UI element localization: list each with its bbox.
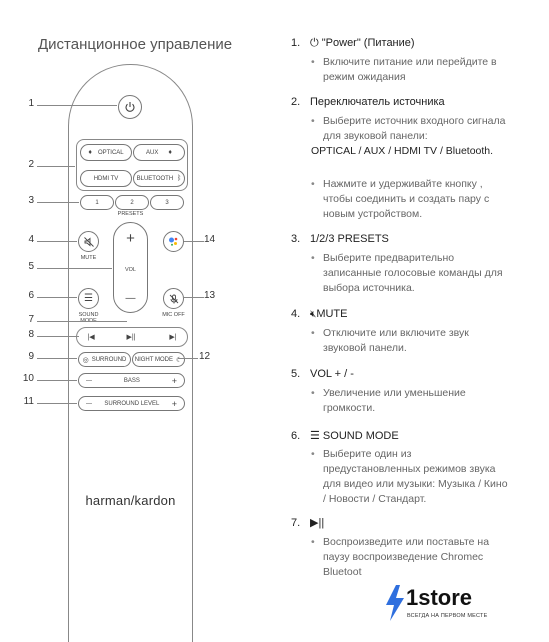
callout-2: 2 xyxy=(28,159,34,170)
section-2-bullet-1: • Выберите источник входного сигнала для звуковой панели: OPTICAL / AUX / HDMI TV / Bluetooth. xyxy=(311,114,511,159)
moon-icon: ☾ xyxy=(175,356,183,364)
section-4-title-text: MUTE xyxy=(316,308,348,320)
surround-button[interactable] xyxy=(78,352,131,367)
volume-rocker[interactable] xyxy=(113,222,148,313)
section-7-title xyxy=(291,516,324,529)
leader-line xyxy=(37,297,77,298)
power-icon: ⏻ xyxy=(310,37,322,49)
section-3-title-text: 1/2/3 PRESETS xyxy=(310,233,389,245)
leader-line xyxy=(37,321,127,322)
preset-3-label: 3 xyxy=(165,199,169,206)
section-5-bullet: • Увеличение или уменьшение громкости. xyxy=(311,386,511,416)
remote-control xyxy=(68,64,193,642)
surround-level-rocker[interactable] xyxy=(78,396,185,411)
mute-icon xyxy=(84,237,94,247)
night-mode-button[interactable] xyxy=(132,352,185,367)
leader-line xyxy=(37,380,77,381)
callout-5: 5 xyxy=(28,261,34,272)
mute-label: MUTE xyxy=(80,255,97,261)
section-6-number: 6. xyxy=(291,430,301,442)
section-2-title-text: Переключатель источника xyxy=(310,96,445,108)
section-4-title xyxy=(291,308,347,320)
vol-label: VOL xyxy=(124,266,136,273)
bluetooth-button[interactable] xyxy=(133,170,185,187)
leader-line xyxy=(184,297,204,298)
section-6-title-text: SOUND MODE xyxy=(322,430,399,442)
mic-small-icon: ♦ xyxy=(88,149,92,156)
hdmi-tv-button[interactable] xyxy=(80,170,132,187)
optical-button[interactable] xyxy=(80,144,132,161)
bass-rocker[interactable] xyxy=(78,373,185,388)
section-2-number: 2. xyxy=(291,96,301,108)
mute-icon: 🔇︎ xyxy=(310,309,317,320)
play-pause-icon: ▶|| xyxy=(310,517,325,529)
play-pause-button[interactable] xyxy=(121,330,141,344)
callout-7: 7 xyxy=(28,314,34,325)
bass-minus-label: — xyxy=(86,377,92,384)
mic-off-button[interactable] xyxy=(163,288,184,309)
callout-9: 9 xyxy=(28,351,34,362)
page-title: Дистанционное управление xyxy=(38,36,233,53)
previous-button[interactable] xyxy=(81,330,101,344)
surround-level-minus-label: — xyxy=(86,400,92,407)
section-7-bullet-tail: Bluetoot xyxy=(323,566,362,578)
store-logo xyxy=(384,583,494,633)
play-pause-icon: ▶|| xyxy=(126,334,136,341)
sound-mode-label: SOUND MODE xyxy=(78,312,99,324)
next-icon: ▶| xyxy=(169,334,177,341)
callout-12: 12 xyxy=(199,351,211,362)
leader-line xyxy=(37,268,112,269)
next-button[interactable] xyxy=(163,330,183,344)
callout-11: 11 xyxy=(23,396,34,407)
callout-6: 6 xyxy=(28,290,34,301)
leader-line xyxy=(37,202,79,203)
section-4-number: 4. xyxy=(291,308,301,320)
presets-label: PRESETS xyxy=(117,211,144,217)
surround-icon: ◎ xyxy=(82,356,89,364)
mute-button[interactable] xyxy=(78,231,99,252)
surround-level-plus-label: + xyxy=(171,398,177,409)
section-6-title xyxy=(291,429,399,442)
leader-line xyxy=(37,241,77,242)
callout-10: 10 xyxy=(22,373,34,384)
brand-logo: harman/kardon xyxy=(85,493,176,508)
google-assistant-button[interactable] xyxy=(163,231,184,252)
section-1-title xyxy=(291,37,415,50)
section-5-number: 5. xyxy=(291,368,301,380)
section-1-number: 1. xyxy=(291,37,301,49)
lightning-icon xyxy=(384,585,406,621)
optical-label: OPTICAL xyxy=(97,149,124,156)
leader-line xyxy=(178,358,198,359)
store-name: 1store xyxy=(406,585,473,610)
section-4-bullet: • Отключите или включите звук звуковой панели. xyxy=(311,326,511,356)
sound-mode-icon: ☰ xyxy=(84,293,93,304)
previous-icon: |◀ xyxy=(87,334,95,341)
section-2-bullet-2: • Нажмите и удерживайте кнопку , чтобы соединить и создать пару с новым устройством. xyxy=(311,177,511,222)
sound-mode-icon: ☰ xyxy=(310,430,323,442)
callout-8: 8 xyxy=(28,329,34,340)
preset-1-label: 1 xyxy=(95,199,99,206)
section-3-title xyxy=(291,233,389,245)
callout-14: 14 xyxy=(204,234,216,245)
section-3-bullet: • Выберите предварительно записанные голосовые команды для выбора источника. xyxy=(311,251,511,296)
aux-button[interactable] xyxy=(133,144,185,161)
bass-plus-label: + xyxy=(171,375,177,386)
bluetooth-label: BLUETOOTH xyxy=(136,175,174,182)
power-button[interactable] xyxy=(118,95,142,119)
leader-line xyxy=(37,358,77,359)
section-1-bullet: • Включите питание или перейдите в режим ожидания xyxy=(311,55,511,85)
section-7-bullet: • Воспроизведите или поставьте на паузу воспроизведение Chromec Bluetoot xyxy=(311,535,496,580)
section-7-number: 7. xyxy=(291,517,301,529)
bluetooth-icon: ᛒ xyxy=(177,175,182,182)
leader-line xyxy=(37,166,75,167)
mic-off-label: MIC OFF xyxy=(162,312,185,318)
section-3-number: 3. xyxy=(291,233,301,245)
store-tagline: ВСЕГДА НА ПЕРВОМ МЕСТЕ xyxy=(407,613,488,619)
preset-1-button[interactable] xyxy=(80,195,114,210)
preset-2-button[interactable] xyxy=(115,195,149,210)
vol-minus-label: — xyxy=(125,293,136,304)
preset-2-label: 2 xyxy=(130,199,134,206)
surround-level-label: SURROUND LEVEL xyxy=(104,400,160,407)
sound-mode-button[interactable] xyxy=(78,288,99,309)
google-assistant-icon xyxy=(168,236,179,247)
section-5-title-text: VOL + / - xyxy=(310,368,354,380)
aux-label: AUX xyxy=(146,149,159,156)
power-icon xyxy=(124,101,136,113)
mic-off-icon xyxy=(169,294,179,304)
callout-13: 13 xyxy=(204,290,216,301)
night-mode-label: NIGHT MODE xyxy=(134,356,173,363)
surround-label: SURROUND xyxy=(91,356,127,363)
section-2-sources: OPTICAL / AUX / HDMI TV / Bluetooth. xyxy=(311,145,494,157)
section-5-title xyxy=(291,368,354,380)
callout-1: 1 xyxy=(28,98,34,109)
leader-line xyxy=(37,336,79,337)
callout-4: 4 xyxy=(28,234,34,245)
vol-plus-label: + xyxy=(126,230,135,247)
callout-3: 3 xyxy=(28,195,34,206)
section-1-title-text: "Power" (Питание) xyxy=(321,37,415,49)
hdmi-tv-label: HDMI TV xyxy=(93,175,119,182)
leader-line xyxy=(184,241,204,242)
section-2-title xyxy=(291,96,445,108)
mic-small-icon: ♦ xyxy=(168,149,172,156)
section-6-bullet: • Выберите один из предустановленных режимов звука для видео или музыки: Музыка / Кино / Новости / Стандарт. xyxy=(311,447,511,507)
leader-line xyxy=(37,403,77,404)
leader-line xyxy=(37,105,117,106)
bass-label: BASS xyxy=(123,377,140,384)
preset-3-button[interactable] xyxy=(150,195,184,210)
